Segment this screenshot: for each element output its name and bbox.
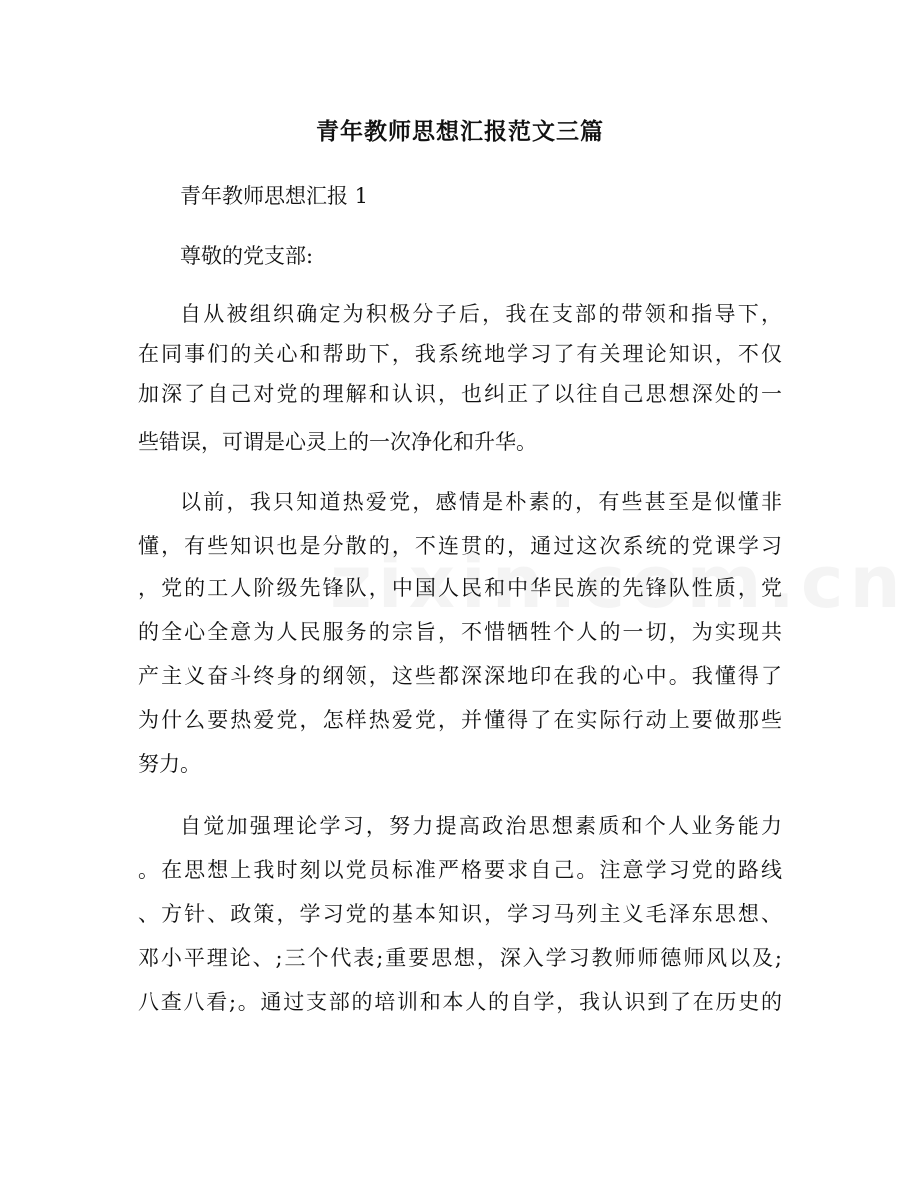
- document-title: 青年教师思想汇报范文三篇: [316, 119, 604, 145]
- paragraph-line: 自从被组织确定为积极分子后，我在支部的带领和指导下，: [180, 302, 782, 326]
- paragraph-line: 八查八看;。通过支部的培训和本人的自学，我认识到了在历史的: [138, 990, 782, 1014]
- paragraph-line: ，党的工人阶级先锋队，中国人民和中华民族的先锋队性质，党: [138, 576, 782, 600]
- paragraph-line: 、方针、政策，学习党的基本知识，学习马列主义毛泽东思想、: [138, 902, 782, 926]
- paragraph-line: 努力。: [138, 752, 201, 776]
- paragraph-line: 些错误，可谓是心灵上的一次净化和升华。: [138, 430, 537, 454]
- paragraph-line: 懂，有些知识也是分散的，不连贯的，通过这次系统的党课学习: [138, 534, 782, 558]
- paragraph-line: 自觉加强理论学习，努力提高政治思想素质和个人业务能力: [180, 814, 782, 838]
- salutation: 尊敬的党支部:: [180, 244, 314, 268]
- paragraph-line: 加深了自己对党的理解和认识，也纠正了以往自己思想深处的一: [138, 382, 782, 406]
- paragraph-line: 产主义奋斗终身的纲领，这些都深深地印在我的心中。我懂得了: [138, 664, 782, 688]
- paragraph-line: 邓小平理论、;三个代表;重要思想，深入学习教师师德师风以及;: [138, 946, 782, 970]
- paragraph-line: 以前，我只知道热爱党，感情是朴素的，有些甚至是似懂非: [180, 490, 782, 514]
- section-heading: 青年教师思想汇报 1: [180, 184, 369, 208]
- paragraph-line: 在同事们的关心和帮助下，我系统地学习了有关理论知识，不仅: [138, 342, 782, 366]
- paragraph-line: 。在思想上我时刻以党员标准严格要求自己。注意学习党的路线: [138, 858, 782, 882]
- paragraph-line: 为什么要热爱党，怎样热爱党，并懂得了在实际行动上要做那些: [138, 708, 782, 732]
- paragraph-line: 的全心全意为人民服务的宗旨，不惜牺牲个人的一切，为实现共: [138, 620, 782, 644]
